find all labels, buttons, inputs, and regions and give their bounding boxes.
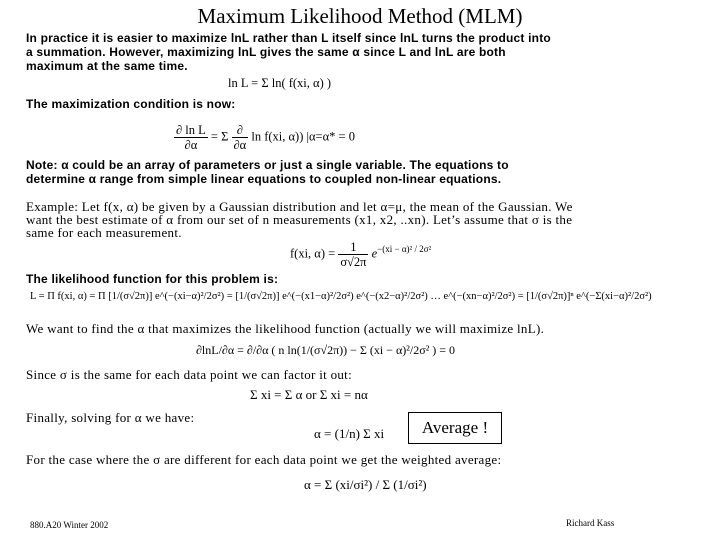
sigma-same-text: Since σ is the same for each data point we can factor it out: [26,367,353,382]
footer-author: Richard Kass [566,518,615,528]
gaussian-norm-fraction [338,240,368,269]
note-line-1: Note: α could be an array of parameters or just a single variable. The equations to [26,158,509,172]
weighted-text: For the case where the σ are different for each data point we get the weighted average: [26,452,502,467]
gaussian-num: 1 [338,240,368,255]
equation-gaussian: f(xi, α) = $\frac{1}{\sigma√2\pi}$ $e^{-(xi - \alpha)^2 / 2\sigma^2}$ [290,240,432,269]
note-line-2: determine α range from simple linear equations to coupled non-linear equations. [26,172,502,186]
equation-max-condition [174,123,355,152]
max-cond-mid: = Σ [210,129,229,144]
max-condition-text: The maximization condition is now: [26,97,236,111]
example-line-1: Example: Let f(x, α) be given by a Gaussian distribution and let α=μ, the mean of the Gaussian. We [26,199,573,214]
max-cond-rhs: ln f(xi, α)) |α=α* = 0 [251,129,355,144]
intro-line-3: maximum at the same time. [26,59,188,73]
equation-alpha-weighted: α = Σ (xi/σi²) / Σ (1/σi²) [304,477,427,492]
max-cond-denominator: ∂α [184,138,198,152]
example-line-2: want the best estimate of α from our set of n measurements (x1, x2, ..xn). Let’s assume that σ is the [26,212,573,227]
footer-course: 880.A20 Winter 2002 [30,520,109,530]
example-line-3: same for each measurement. [26,225,182,240]
max-cond-fraction [174,123,208,152]
equation-alpha-average: α = (1/n) Σ xi [314,426,385,441]
intro-line-1: In practice it is easier to maximize lnL rather than L itself since lnL turns the product into [26,31,551,45]
lnL-sum-text: ln L = Σ ln( f(xi, α) ) [228,76,332,90]
equation-L-product: L = Π f(xi, α) = Π [1/(σ√2π)] e^(−(xi−α)²/2σ²) = [1/(σ√2π)] e^(−(x1−α)²/2σ²) e^(−(x2−α)²/2σ²) … e^(−(xn−α)²/2σ²) = [1/(σ√2π)]ⁿ e^(−Σ(xi−α)²/2σ²) [30,291,652,302]
average-callout: Average ! [408,412,502,444]
gaussian-lhs: f(xi, α) = [290,246,336,261]
finally-text: Finally, solving for α we have: [26,410,195,425]
intro-line-2: a summation. However, maximizing lnL gives the same α since L and lnL are both [26,45,506,59]
likelihood-text: The likelihood function for this problem is: [26,272,279,286]
want-alpha-text: We want to find the α that maximizes the likelihood function (actually we will maximize lnL). [26,321,545,336]
max-cond-numerator: ∂ ln L [176,123,206,137]
equation-derivative: ∂lnL/∂α = ∂/∂α ( n ln(1/(σ√2π)) − Σ (xi − α)²/2σ² ) = 0 [196,343,456,357]
gaussian-exponent: −(xi − α)² / 2σ² [377,244,432,255]
max-cond-partial: $\frac{\partial}{\partial\alpha}$ [233,123,247,152]
gaussian-den: σ√2π [340,255,367,269]
equation-lnL-sum [228,76,331,90]
page-title: Maximum Likelihood Method (MLM) [197,4,523,28]
equation-factor-out: Σ xi = Σ α or Σ xi = nα [250,387,368,402]
